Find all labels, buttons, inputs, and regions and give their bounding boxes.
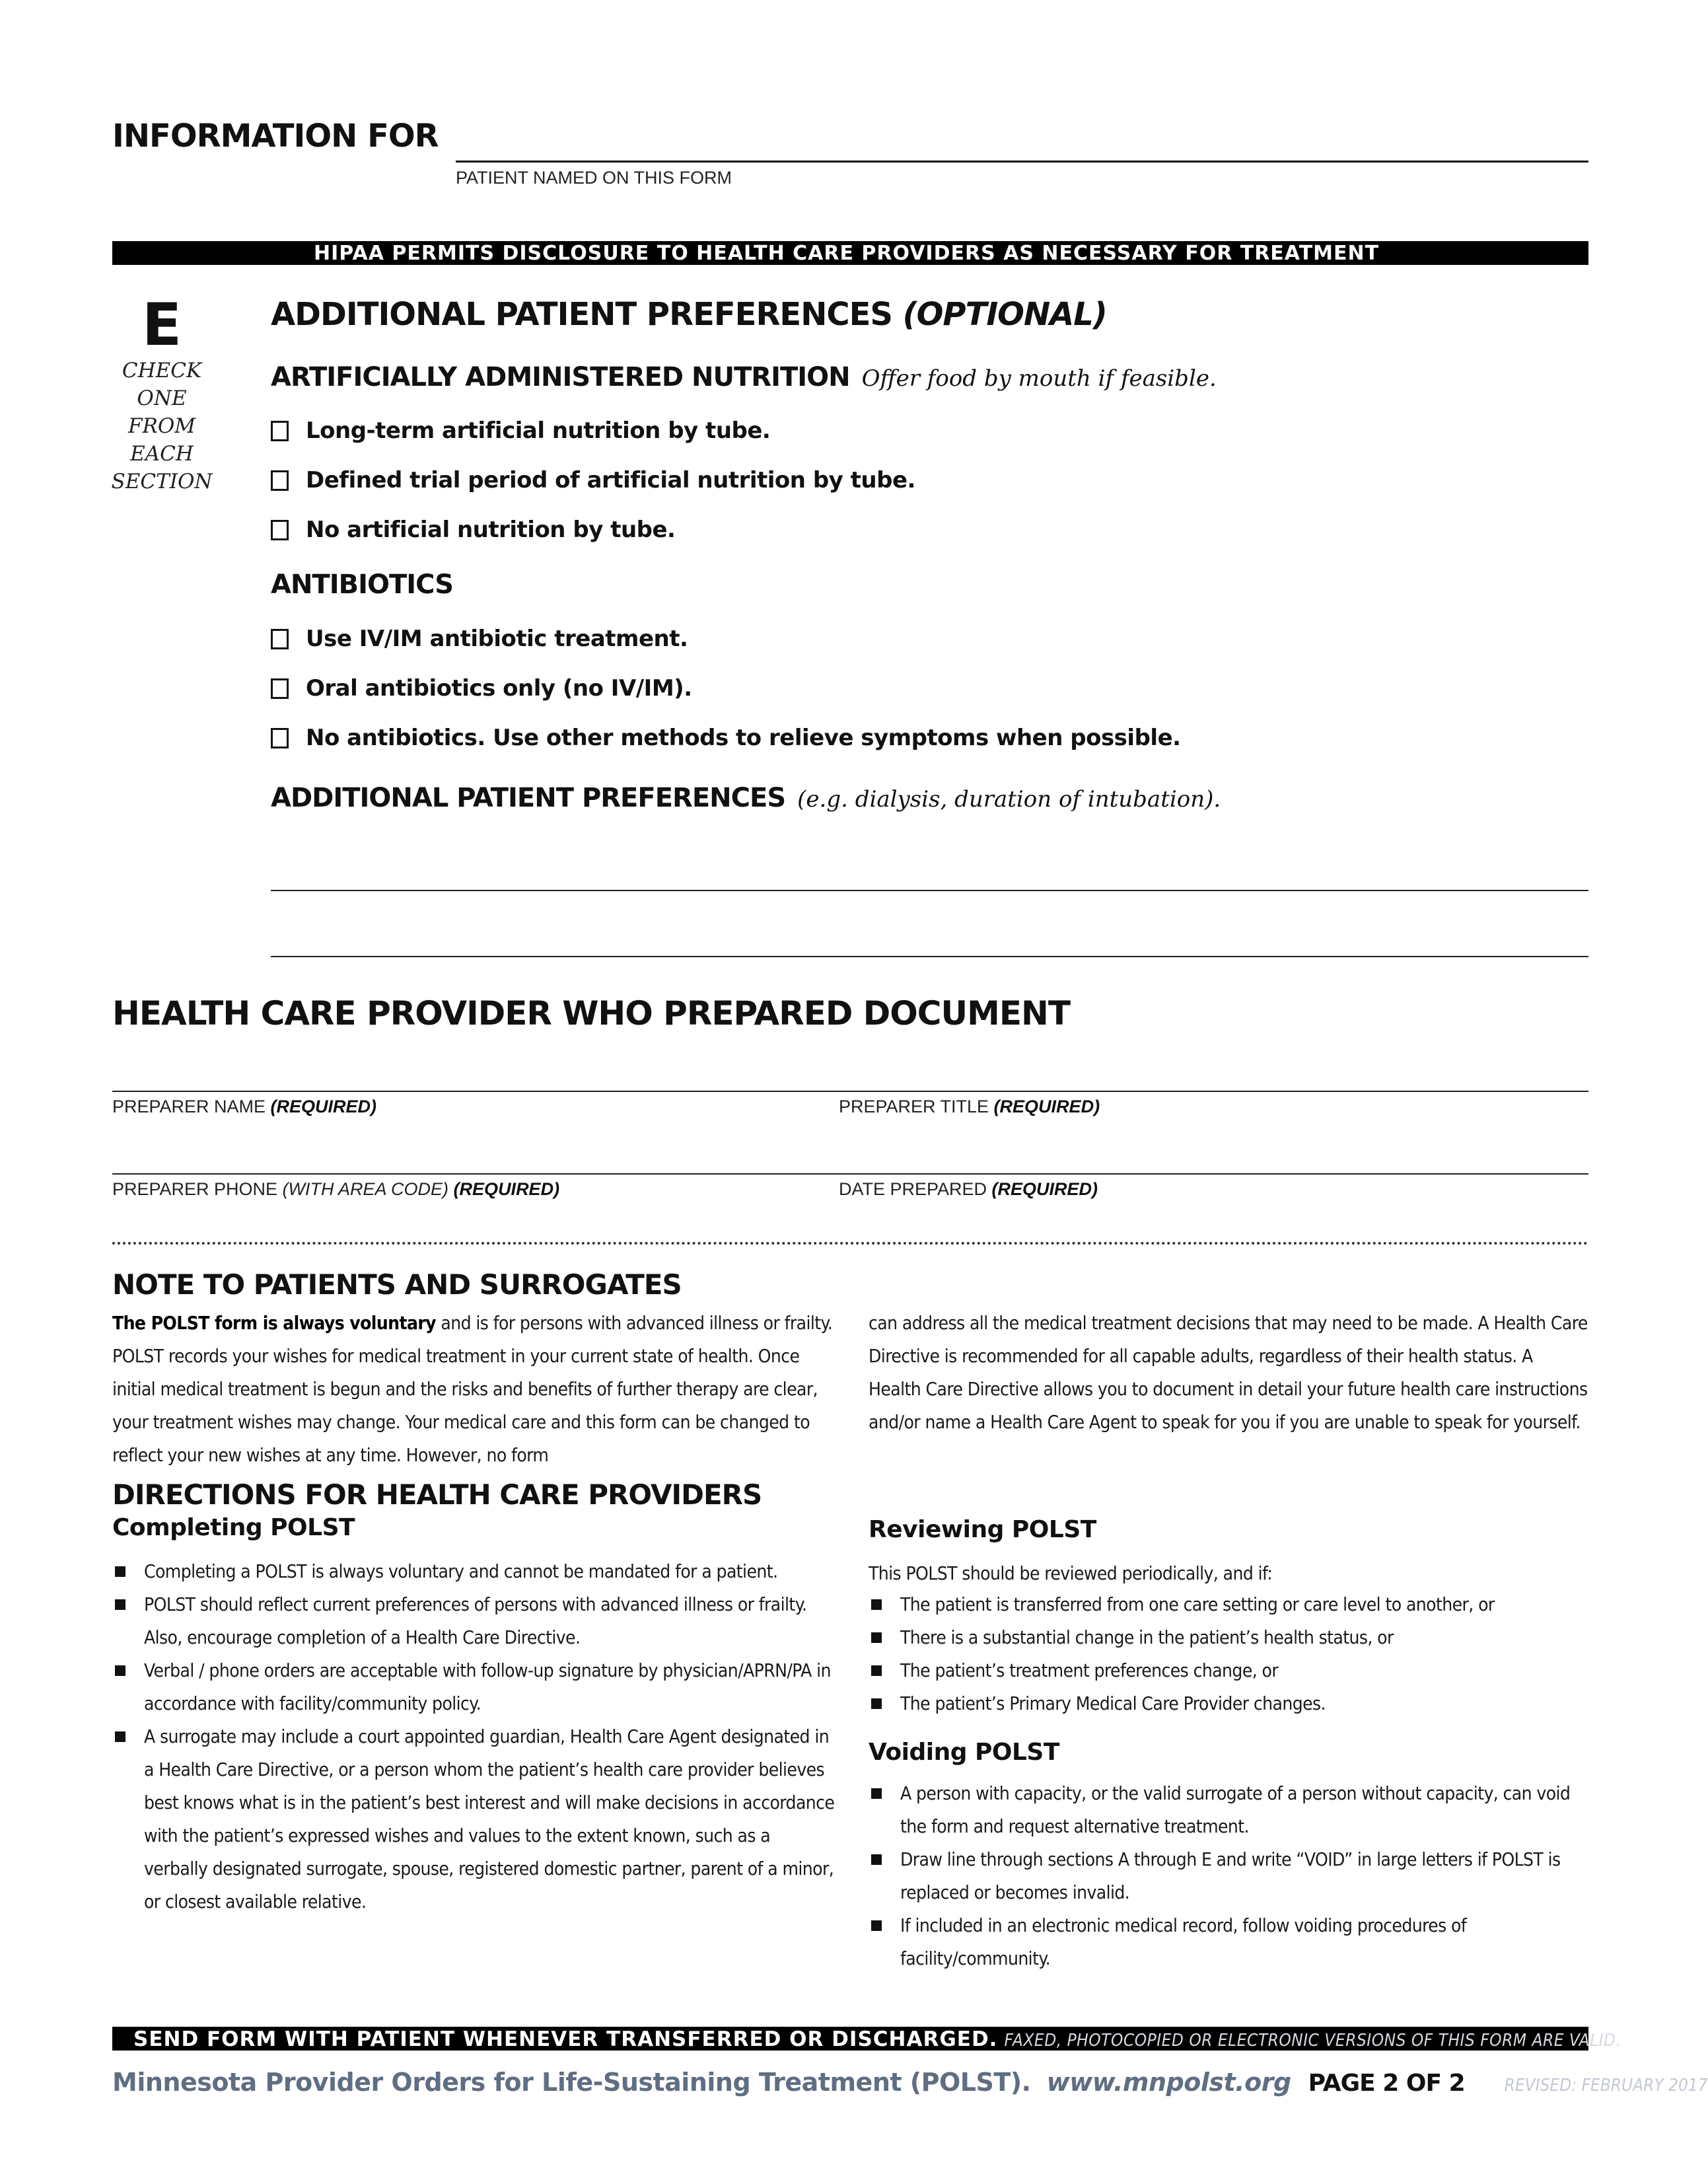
preparer-title-label: PREPARER TITLE [839,1097,994,1116]
list-item-text: Draw line through sections A through E and write “VOID” in large letters if POLST is replaced or becomes invalid. [900,1848,1561,1903]
required-tag: (REQUIRED) [453,1179,560,1199]
provider-phone-date-line [112,1173,1588,1175]
bullet-square-icon [871,1632,882,1643]
option-label: Oral antibiotics only (no IV/IM). [306,675,692,702]
required-tag: (REQUIRED) [270,1097,377,1116]
note-heading: NOTE TO PATIENTS AND SURROGATES [112,1268,682,1301]
dotted-separator [112,1242,1588,1245]
list-item-text: If included in an electronic medical record, follow voiding procedures of facility/community. [900,1914,1467,1969]
voiding-heading: Voiding POLST [869,1739,1059,1766]
antibiotics-option-iv-im[interactable] [271,626,688,652]
additional-preferences-line-1[interactable] [271,890,1588,891]
nutrition-heading-text: ARTIFICIALLY ADMINISTERED NUTRITION [271,362,850,392]
list-item [869,1777,1588,1843]
list-item-text: A person with capacity, or the valid surrogate of a person without capacity, can void the form and request alternative treatment. [900,1782,1571,1837]
list-item [112,1555,836,1588]
bullet-square-icon [871,1698,882,1709]
list-item [869,1621,1588,1654]
antibiotics-option-none[interactable] [271,725,1181,751]
preparer-phone-field[interactable] [112,1179,559,1200]
antibiotics-option-oral[interactable] [271,675,692,702]
list-item [869,1654,1588,1687]
additional-preferences-note: (e.g. dialysis, duration of intubation). [797,786,1221,813]
voiding-list [869,1777,1588,1975]
list-item-text: The patient’s treatment preferences change, or [900,1659,1279,1681]
instruction-word: FROM [127,414,196,438]
note-lead: The POLST form is always voluntary [112,1312,436,1334]
list-item-text: A surrogate may include a court appointed guardian, Health Care Agent designated in a Health Care Directive, or a person whom the patient’s health care provider believes best knows what is in the patient’s best interest and will make decisions in accordance with the patient’s expressed wishes and values to the extent known, such as a verbally designated surrogate, spouse, registered domestic partner, parent of a minor, or closest available relative. [144,1726,835,1912]
instruction-word: CHECK [122,359,202,382]
list-item [869,1588,1588,1621]
date-prepared-field[interactable] [839,1179,1098,1200]
checkbox[interactable] [271,470,289,491]
section-title [271,296,1107,333]
list-item-text: POLST should reflect current preferences of persons with advanced illness or frailty. Also, encourage completion of a Health Care Directive. [144,1593,807,1648]
list-item-text: There is a substantial change in the patient’s health status, or [900,1626,1394,1648]
list-item [869,1843,1588,1909]
option-label: Use IV/IM antibiotic treatment. [306,626,688,652]
list-item [869,1687,1588,1720]
footer-url-link[interactable]: www.mnpolst.org [1046,2068,1291,2097]
list-item [112,1588,836,1654]
antibiotics-heading: ANTIBIOTICS [271,569,454,600]
required-tag: (REQUIRED) [993,1097,1100,1116]
additional-preferences-line-2[interactable] [271,956,1588,957]
preparer-phone-label: PREPARER PHONE [112,1179,283,1199]
instruction-word: ONE [137,386,187,410]
checkbox[interactable] [271,678,289,699]
list-item-text: The patient is transferred from one care setting or care level to another, or [900,1593,1495,1615]
additional-preferences-heading [271,783,1221,813]
bullet-square-icon [115,1731,125,1742]
list-item-text: Completing a POLST is always voluntary and cannot be mandated for a patient. [144,1560,778,1582]
option-label: Defined trial period of artificial nutrition by tube. [306,467,915,493]
completing-heading: Completing POLST [112,1514,355,1541]
page-number: PAGE 2 OF 2 [1308,2070,1465,2097]
patient-name-field[interactable] [456,161,1588,163]
send-form-banner-text [133,2027,1621,2055]
bullet-square-icon [115,1599,125,1610]
option-label: No artificial nutrition by tube. [306,517,676,543]
additional-preferences-heading-text: ADDITIONAL PATIENT PREFERENCES [271,783,786,813]
list-item [869,1909,1588,1975]
revision-date: REVISED: FEBRUARY 2017 [1504,2076,1708,2095]
nutrition-option-trial-period[interactable] [271,467,915,493]
reviewing-list [869,1588,1588,1720]
nutrition-option-long-term[interactable] [271,418,770,444]
checkbox[interactable] [271,728,289,748]
section-letter: E [142,291,182,359]
bullet-square-icon [871,1854,882,1865]
bullet-square-icon [871,1920,882,1931]
preparer-name-label: PREPARER NAME [112,1097,271,1116]
directions-heading: DIRECTIONS FOR HEALTH CARE PROVIDERS [112,1478,762,1511]
send-form-banner-sub: FAXED, PHOTOCOPIED OR ELECTRONIC VERSIONS OF THIS FORM ARE VALID. [1004,2031,1621,2051]
hipaa-banner [112,241,1588,265]
checkbox[interactable] [271,520,289,540]
list-item [112,1654,836,1720]
preparer-name-field[interactable] [112,1097,376,1117]
list-item-text: Verbal / phone orders are acceptable with follow-up signature by physician/APRN/PA in accordance with facility/community policy. [144,1659,831,1714]
form-header-title: INFORMATION FOR [112,118,439,155]
bullet-square-icon [871,1788,882,1799]
option-label: Long-term artificial nutrition by tube. [306,418,771,444]
check-instructions [106,357,218,495]
reviewing-intro: This POLST should be reviewed periodically, and if: [869,1562,1273,1584]
option-label: No antibiotics. Use other methods to relieve symptoms when possible. [306,725,1181,751]
checkbox[interactable] [271,629,289,649]
instruction-word: EACH [130,442,194,466]
date-prepared-label: DATE PREPARED [839,1179,992,1199]
checkbox[interactable] [271,421,289,441]
reviewing-heading: Reviewing POLST [869,1516,1096,1543]
nutrition-option-none[interactable] [271,517,675,543]
bullet-square-icon [871,1599,882,1610]
note-text-column-2: can address all the medical treatment decisions that may need to be made. A Health Care Directive is recommended for all capable adults, regardless of their health status. A Health Care Directive allows you to document in detail your future health care instructions and/or name a Health Care Agent to speak for you if you are unable to speak for yourself. [869,1312,1588,1433]
section-title-text: ADDITIONAL PATIENT PREFERENCES [271,296,903,333]
list-item-text: The patient’s Primary Medical Care Provider changes. [900,1692,1326,1714]
footer-title: Minnesota Provider Orders for Life-Sustaining Treatment (POLST). [112,2068,1031,2097]
instruction-word: SECTION [111,470,213,493]
send-form-banner [112,2027,1621,2051]
bullet-square-icon [871,1665,882,1676]
note-text-column-1 [112,1307,836,1472]
provider-heading: HEALTH CARE PROVIDER WHO PREPARED DOCUMENT [112,994,1070,1033]
hipaa-banner-text: HIPAA PERMITS DISCLOSURE TO HEALTH CARE PROVIDERS AS NECESSARY FOR TREATMENT [314,242,1380,265]
note-text: and is for persons with advanced illness or frailty. POLST records your wishes for medical treatment in your current state of health. Once initial medical treatment is begun and the risks and benefits of further therapy are clear, your treatment wishes may change. Your medical care and this form can be changed to reflect your new wishes at any time. However, no form [112,1312,833,1466]
patient-name-caption: PATIENT NAMED ON THIS FORM [456,168,732,188]
required-tag: (REQUIRED) [991,1179,1098,1199]
list-item [112,1720,836,1918]
completing-list [112,1555,836,1918]
preparer-title-field[interactable] [839,1097,1100,1117]
nutrition-heading [271,362,1217,392]
provider-name-title-line [112,1091,1588,1092]
preparer-phone-qualifier: (WITH AREA CODE) [282,1179,454,1199]
bullet-square-icon [115,1665,125,1676]
bullet-square-icon [115,1566,125,1577]
page-footer [112,2068,1708,2097]
section-title-optional: (OPTIONAL) [902,296,1107,333]
nutrition-note: Offer food by mouth if feasible. [861,365,1217,392]
send-form-banner-main: SEND FORM WITH PATIENT WHENEVER TRANSFERRED OR DISCHARGED. [133,2027,998,2051]
